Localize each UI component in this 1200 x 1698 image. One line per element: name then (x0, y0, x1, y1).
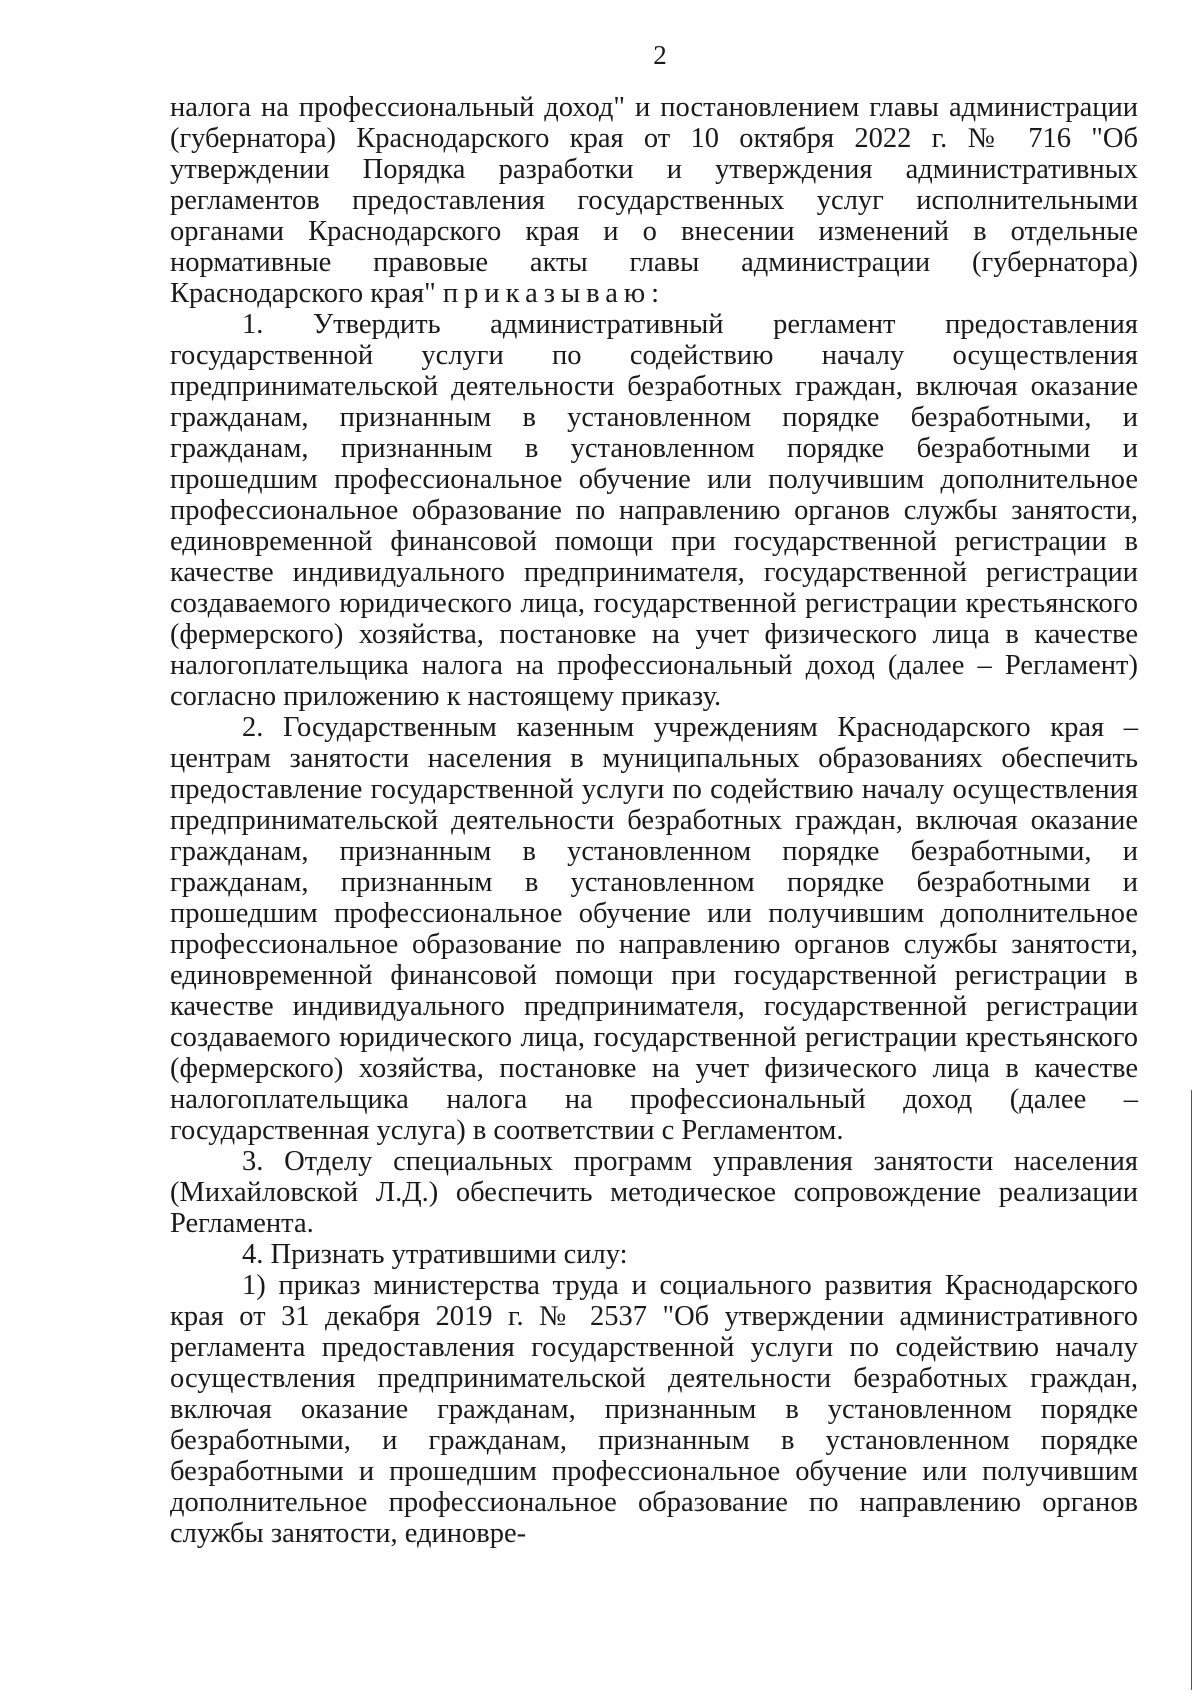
paragraph-4: 4. Признать утратившими силу: (242, 1239, 628, 1270)
intro-text: налога на профессиональный доход" и постановлением главы администрации (губернатора) Краснодарского края от 10 октября 2022 г. № 716 "Об утверждении Порядка разработки и утверждения административных регламентов предоставления государственных услуг исполнительными органами Краснодарского края и о внесении изменений в отдельные нормативные правовые акты главы администрации (губернатора) Краснодарского края" (170, 92, 1138, 309)
scan-edge-line (1191, 1090, 1192, 1690)
page-number: 2 (653, 40, 667, 70)
paragraph-2: 2. Государственным казенным учреждениям Краснодарского края – центрам занятости населения в муниципальных образованиях обеспечить предоставление государственной услуги по содействию началу осуществления предпринимательской деятельности безработных граждан, включая оказание гражданам, признанным в установленном порядке безработными, и гражданам, признанным в установленном порядке безработными и прошедшим профессиональное обучение или получившим дополнительное профессиональное образование по направлению органов службы занятости, единовременной финансовой помощи при государственной регистрации в качестве индивидуального предпринимателя, государственной регистрации создаваемого юридического лица, государственной регистрации крестьянского (фермерского) хозяйства, постановке на учет физического лица в качестве налогоплательщика налога на профессиональный доход (далее – государственная услуга) в соответствии с Регламентом. (170, 712, 1138, 1146)
order-word: приказываю: (442, 278, 666, 309)
paragraph-3: 3. Отделу специальных программ управления занятости населения (Михайловской Л.Д.) обеспечить методическое сопровождение реализации Регламента. (170, 1146, 1138, 1239)
paragraph-4-item-1: 1) приказ министерства труда и социального развития Краснодарского края от 31 декабря 2019 г. № 2537 "Об утверждении административного регламента предоставления государственной услуги по содействию началу осуществления предпринимательской деятельности безработных граждан, включая оказание гражданам, признанным в установленном порядке безработными, и гражданам, признанным в установленном порядке безработными и прошедшим профессиональное обучение или получившим дополнительное профессиональное образование по направлению органов службы занятости, единовре- (170, 1270, 1138, 1549)
paragraph-1: 1. Утвердить административный регламент предоставления государственной услуги по содействию началу осуществления предпринимательской деятельности безработных граждан, включая оказание гражданам, признанным в установленном порядке безработными, и гражданам, признанным в установленном порядке безработными и прошедшим профессиональное обучение или получившим дополнительное профессиональное образование по направлению органов службы занятости, единовременной финансовой помощи при государственной регистрации в качестве индивидуального предпринимателя, государственной регистрации создаваемого юридического лица, государственной регистрации крестьянского (фермерского) хозяйства, постановке на учет физического лица в качестве налогоплательщика налога на профессиональный доход (далее – Регламент) согласно приложению к настоящему приказу. (170, 309, 1138, 712)
intro-paragraph (170, 92, 1138, 309)
document-body (170, 92, 1138, 1549)
